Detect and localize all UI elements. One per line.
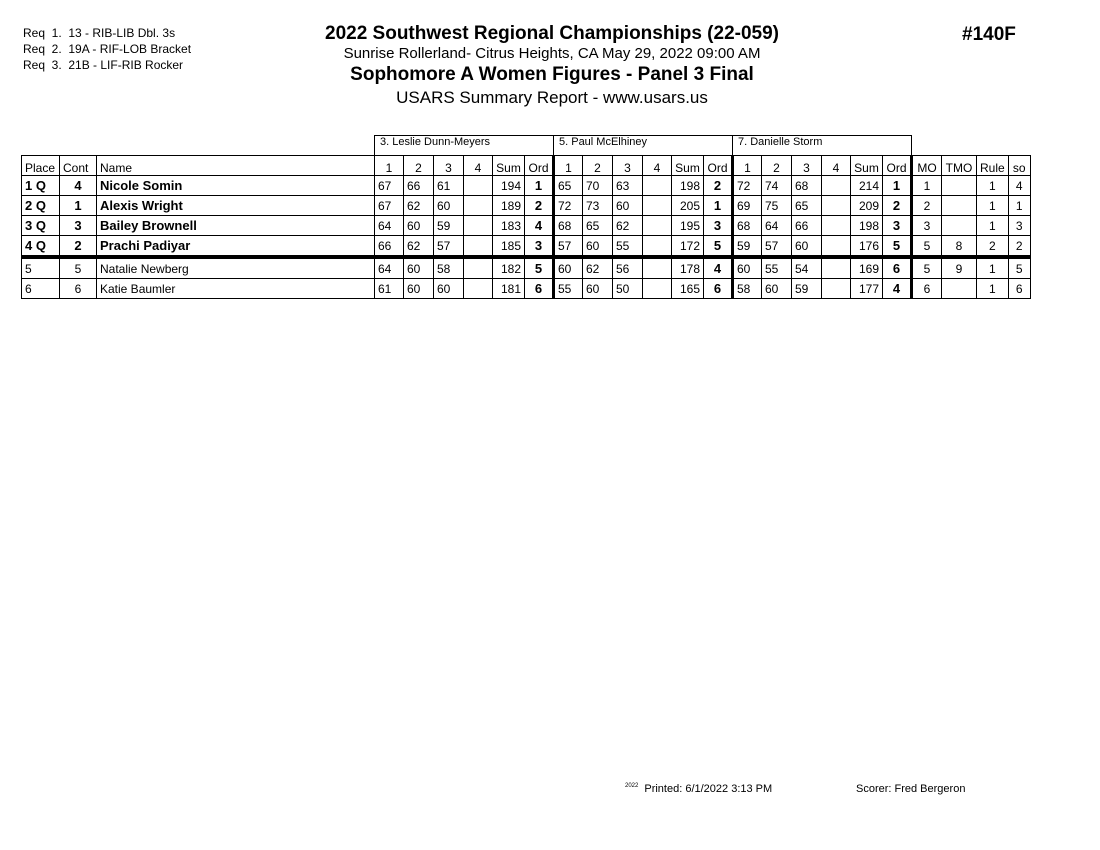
col-j1-score4: 4	[464, 156, 493, 176]
judge-2-score-3-cell: 60	[613, 196, 643, 216]
judge-2-ord-cell: 2	[704, 176, 733, 196]
mo-cell: 1	[912, 176, 942, 196]
col-j2-sum: Sum	[672, 156, 704, 176]
cont-cell: 1	[60, 196, 97, 216]
tmo-cell: 9	[942, 257, 977, 279]
judge-3-score-3-cell: 68	[792, 176, 822, 196]
judge-2-score-4-cell	[643, 196, 672, 216]
event-title: Sophomore A Women Figures - Panel 3 Final	[350, 64, 754, 85]
col-j3-score4: 4	[822, 156, 851, 176]
col-j1-score1: 1	[375, 156, 404, 176]
mo-cell: 5	[912, 236, 942, 258]
rule-cell: 1	[977, 196, 1009, 216]
judge-3-score-2-cell: 55	[762, 257, 792, 279]
col-j2-score1: 1	[554, 156, 583, 176]
judge-1-score-3-cell: 58	[434, 257, 464, 279]
requirement-3: Req 3. 21B - LIF-RIB Rocker	[23, 58, 184, 72]
judge-3-score-3-cell: 59	[792, 279, 822, 299]
so-cell: 3	[1008, 216, 1030, 236]
judge-1-score-2-cell: 62	[404, 196, 434, 216]
skater-name-cell: Nicole Somin	[97, 176, 375, 196]
judge-2-score-2-cell: 65	[583, 216, 613, 236]
judge-1-score-2-cell: 60	[404, 279, 434, 299]
table-row	[22, 257, 1031, 279]
judge-2-ord-cell: 6	[704, 279, 733, 299]
judge-1-ord-cell: 2	[525, 196, 554, 216]
judge-2-name: 5. Paul McElhiney	[554, 136, 733, 156]
col-name: Name	[97, 156, 375, 176]
judge-3-score-1-cell: 60	[733, 257, 762, 279]
skater-name-cell: Katie Baumler	[97, 279, 375, 299]
judge-1-score-1-cell: 64	[375, 216, 404, 236]
judge-2-sum-cell: 195	[672, 216, 704, 236]
mo-cell: 3	[912, 216, 942, 236]
judge-2-score-1-cell: 60	[554, 257, 583, 279]
cont-cell: 2	[60, 236, 97, 258]
requirement-1: Req 1. 13 - RIB-LIB Dbl. 3s	[23, 26, 176, 40]
judge-1-score-2-cell: 66	[404, 176, 434, 196]
judge-1-score-4-cell	[464, 257, 493, 279]
judge-2-score-4-cell	[643, 176, 672, 196]
judge-1-score-1-cell: 61	[375, 279, 404, 299]
printed-timestamp	[625, 783, 772, 795]
judge-3-ord-cell: 6	[883, 257, 912, 279]
judge-2-score-1-cell: 68	[554, 216, 583, 236]
judge-2-ord-cell: 1	[704, 196, 733, 216]
mo-cell: 6	[912, 279, 942, 299]
judge-2-ord-cell: 4	[704, 257, 733, 279]
place-cell: 4 Q	[22, 236, 60, 258]
tmo-cell	[942, 279, 977, 299]
cont-cell: 4	[60, 176, 97, 196]
table-row	[22, 236, 1031, 258]
col-cont: Cont	[60, 156, 97, 176]
judge-2-score-2-cell: 73	[583, 196, 613, 216]
judge-1-ord-cell: 6	[525, 279, 554, 299]
so-cell: 6	[1008, 279, 1030, 299]
judge-1-score-1-cell: 66	[375, 236, 404, 258]
cont-cell: 3	[60, 216, 97, 236]
judge-1-sum-cell: 185	[493, 236, 525, 258]
cont-cell: 5	[60, 257, 97, 279]
judge-3-sum-cell: 209	[851, 196, 883, 216]
judge-2-score-3-cell: 50	[613, 279, 643, 299]
table-row	[22, 216, 1031, 236]
event-number: #140F	[962, 24, 1016, 45]
judge-1-sum-cell: 183	[493, 216, 525, 236]
so-cell: 2	[1008, 236, 1030, 258]
judge-3-score-2-cell: 60	[762, 279, 792, 299]
judge-1-sum-cell: 189	[493, 196, 525, 216]
judge-1-ord-cell: 5	[525, 257, 554, 279]
judge-3-score-4-cell	[822, 279, 851, 299]
judge-3-score-2-cell: 75	[762, 196, 792, 216]
judge-3-ord-cell: 5	[883, 236, 912, 258]
judge-1-score-2-cell: 62	[404, 236, 434, 258]
col-j2-score3: 3	[613, 156, 643, 176]
judge-2-score-4-cell	[643, 257, 672, 279]
table-row	[22, 196, 1031, 216]
so-cell: 1	[1008, 196, 1030, 216]
col-rule: Rule	[977, 156, 1009, 176]
judge-1-sum-cell: 181	[493, 279, 525, 299]
judge-2-score-3-cell: 62	[613, 216, 643, 236]
rule-cell: 1	[977, 216, 1009, 236]
judge-2-score-2-cell: 62	[583, 257, 613, 279]
judge-3-name: 7. Danielle Storm	[733, 136, 912, 156]
judge-1-sum-cell: 182	[493, 257, 525, 279]
judge-2-sum-cell: 172	[672, 236, 704, 258]
rule-cell: 1	[977, 257, 1009, 279]
judge-1-score-1-cell: 67	[375, 196, 404, 216]
judge-1-ord-cell: 1	[525, 176, 554, 196]
col-j3-sum: Sum	[851, 156, 883, 176]
judge-1-name: 3. Leslie Dunn-Meyers	[375, 136, 554, 156]
tmo-cell	[942, 196, 977, 216]
rule-cell: 1	[977, 279, 1009, 299]
col-j2-score4: 4	[643, 156, 672, 176]
printed-mark: 2022	[625, 783, 639, 789]
judge-3-score-3-cell: 66	[792, 216, 822, 236]
judge-2-score-4-cell	[643, 279, 672, 299]
mo-cell: 5	[912, 257, 942, 279]
tmo-cell	[942, 176, 977, 196]
judge-1-score-4-cell	[464, 176, 493, 196]
judge-2-sum-cell: 165	[672, 279, 704, 299]
report-header	[280, 23, 824, 109]
rule-cell: 2	[977, 236, 1009, 258]
tmo-cell	[942, 216, 977, 236]
rule-cell: 1	[977, 176, 1009, 196]
judge-1-score-4-cell	[464, 279, 493, 299]
judge-1-sum-cell: 194	[493, 176, 525, 196]
judge-1-score-3-cell: 61	[434, 176, 464, 196]
table-row	[22, 176, 1031, 196]
judge-2-score-1-cell: 65	[554, 176, 583, 196]
judge-1-score-4-cell	[464, 216, 493, 236]
report-subtitle: USARS Summary Report - www.usars.us	[396, 88, 708, 107]
col-j2-ord: Ord	[704, 156, 733, 176]
judge-2-sum-cell: 178	[672, 257, 704, 279]
judge-1-score-3-cell: 60	[434, 279, 464, 299]
judge-2-score-3-cell: 56	[613, 257, 643, 279]
judge-2-score-3-cell: 63	[613, 176, 643, 196]
judge-2-ord-cell: 5	[704, 236, 733, 258]
judge-2-score-1-cell: 57	[554, 236, 583, 258]
judge-3-ord-cell: 3	[883, 216, 912, 236]
col-place: Place	[22, 156, 60, 176]
place-cell: 6	[22, 279, 60, 299]
judge-3-score-4-cell	[822, 236, 851, 258]
judge-1-score-3-cell: 60	[434, 196, 464, 216]
judge-1-score-2-cell: 60	[404, 216, 434, 236]
judge-3-score-1-cell: 59	[733, 236, 762, 258]
col-mo: MO	[912, 156, 942, 176]
so-cell: 5	[1008, 257, 1030, 279]
judge-2-score-1-cell: 55	[554, 279, 583, 299]
judge-3-sum-cell: 198	[851, 216, 883, 236]
judge-2-score-4-cell	[643, 216, 672, 236]
col-j3-score1: 1	[733, 156, 762, 176]
scorer-name: Scorer: Fred Bergeron	[856, 783, 966, 795]
place-cell: 5	[22, 257, 60, 279]
judge-3-score-1-cell: 72	[733, 176, 762, 196]
printed-text: Printed: 6/1/2022 3:13 PM	[644, 783, 773, 795]
judge-2-sum-cell: 205	[672, 196, 704, 216]
judge-1-score-4-cell	[464, 196, 493, 216]
judge-1-ord-cell: 3	[525, 236, 554, 258]
judge-2-score-4-cell	[643, 236, 672, 258]
judge-2-score-2-cell: 70	[583, 176, 613, 196]
col-tmo: TMO	[942, 156, 977, 176]
judge-3-ord-cell: 1	[883, 176, 912, 196]
judge-2-score-2-cell: 60	[583, 236, 613, 258]
judges-row	[22, 136, 1031, 156]
col-j3-score2: 2	[762, 156, 792, 176]
judge-3-score-3-cell: 54	[792, 257, 822, 279]
table-row	[22, 279, 1031, 299]
judge-2-score-2-cell: 60	[583, 279, 613, 299]
col-so: so	[1008, 156, 1030, 176]
judge-1-score-3-cell: 57	[434, 236, 464, 258]
judge-3-score-4-cell	[822, 196, 851, 216]
judge-2-score-1-cell: 72	[554, 196, 583, 216]
tmo-cell: 8	[942, 236, 977, 258]
judge-3-score-2-cell: 74	[762, 176, 792, 196]
skater-name-cell: Natalie Newberg	[97, 257, 375, 279]
judge-1-score-4-cell	[464, 236, 493, 258]
col-j1-score3: 3	[434, 156, 464, 176]
judge-2-sum-cell: 198	[672, 176, 704, 196]
skater-name-cell: Bailey Brownell	[97, 216, 375, 236]
judge-2-score-3-cell: 55	[613, 236, 643, 258]
requirements-list	[23, 25, 191, 73]
judge-3-score-3-cell: 60	[792, 236, 822, 258]
requirement-2: Req 2. 19A - RIF-LOB Bracket	[23, 42, 192, 56]
place-cell: 3 Q	[22, 216, 60, 236]
skater-name-cell: Prachi Padiyar	[97, 236, 375, 258]
judge-3-score-1-cell: 68	[733, 216, 762, 236]
judge-3-score-1-cell: 58	[733, 279, 762, 299]
competition-location: Sunrise Rollerland- Citrus Heights, CA May 29, 2022 09:00 AM	[343, 45, 761, 62]
judge-3-score-3-cell: 65	[792, 196, 822, 216]
so-cell: 4	[1008, 176, 1030, 196]
judge-3-score-2-cell: 57	[762, 236, 792, 258]
judge-2-ord-cell: 3	[704, 216, 733, 236]
col-j1-score2: 2	[404, 156, 434, 176]
place-cell: 2 Q	[22, 196, 60, 216]
judge-3-sum-cell: 177	[851, 279, 883, 299]
results-table	[21, 135, 1031, 299]
column-header-row	[22, 156, 1031, 176]
judge-3-score-4-cell	[822, 257, 851, 279]
col-j3-score3: 3	[792, 156, 822, 176]
judge-3-score-4-cell	[822, 216, 851, 236]
col-j2-score2: 2	[583, 156, 613, 176]
judge-3-ord-cell: 2	[883, 196, 912, 216]
judge-1-score-3-cell: 59	[434, 216, 464, 236]
judge-1-score-1-cell: 64	[375, 257, 404, 279]
skater-name-cell: Alexis Wright	[97, 196, 375, 216]
judge-3-sum-cell: 214	[851, 176, 883, 196]
judge-3-ord-cell: 4	[883, 279, 912, 299]
judge-1-score-2-cell: 60	[404, 257, 434, 279]
col-j1-ord: Ord	[525, 156, 554, 176]
judge-1-ord-cell: 4	[525, 216, 554, 236]
judge-3-score-2-cell: 64	[762, 216, 792, 236]
place-cell: 1 Q	[22, 176, 60, 196]
judge-3-sum-cell: 169	[851, 257, 883, 279]
cont-cell: 6	[60, 279, 97, 299]
mo-cell: 2	[912, 196, 942, 216]
judge-3-score-1-cell: 69	[733, 196, 762, 216]
col-j1-sum: Sum	[493, 156, 525, 176]
judge-1-score-1-cell: 67	[375, 176, 404, 196]
judge-3-sum-cell: 176	[851, 236, 883, 258]
competition-title: 2022 Southwest Regional Championships (22-059)	[325, 23, 779, 44]
col-j3-ord: Ord	[883, 156, 912, 176]
judge-3-score-4-cell	[822, 176, 851, 196]
